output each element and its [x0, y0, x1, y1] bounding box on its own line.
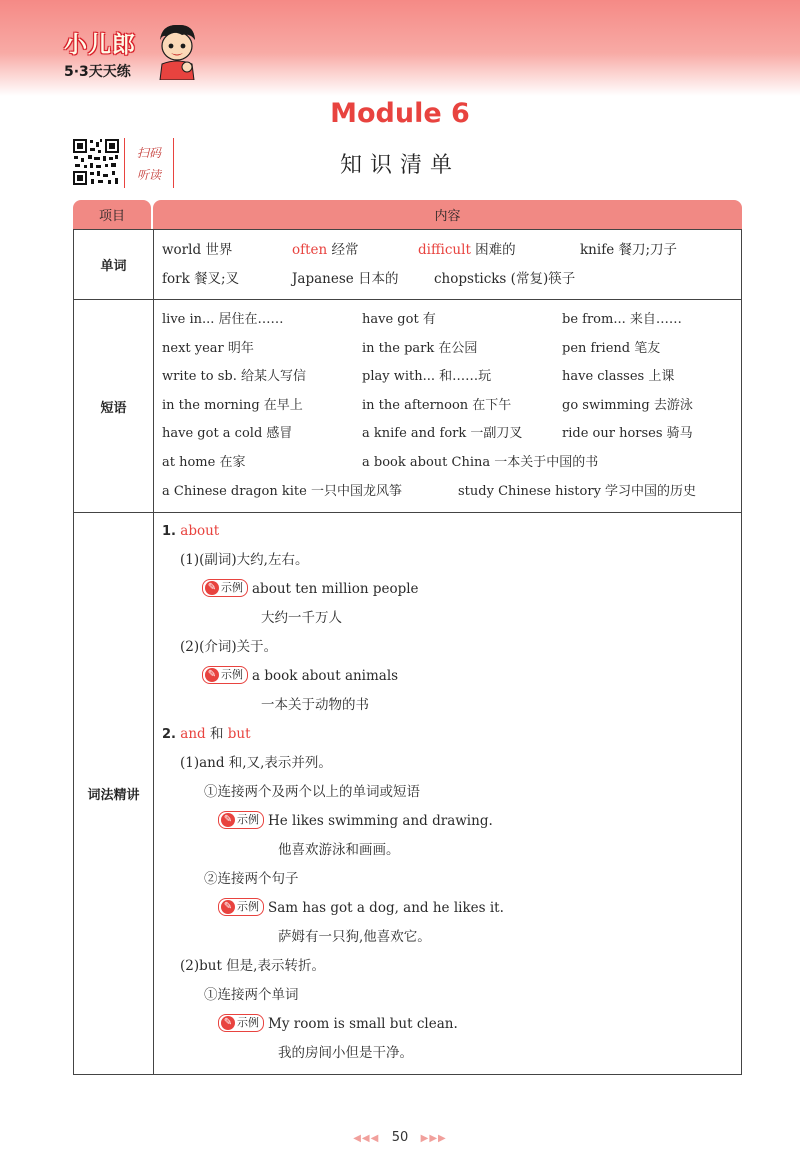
prev-arrows-icon: ◀◀◀	[353, 1133, 380, 1144]
phrase-line: write to sb. 给某人写信 play with... 和……玩 have classes 上课	[162, 369, 675, 385]
grammar-row: 词法精讲 1. about (1)(副词)大约,左右。 ✎ 示例 about ten million people 大约一千万人 (2)(介词)关于。 ✎ 示例 a book about animals 一本关于动物的书 2. and 和 but (1)and 和,又,表示并列。 ①连接两个及两个以上的单词或短语 ✎ 示例 He likes swimming and drawing. 他喜欢游泳和画画。 ②连接两个句子 ✎ 示例 Sam has got a dog, and he likes it. 萨姆有一只狗,他喜欢它。 (2)but 但是,表示转折。 ①连接两个单词 ✎ 示例 My room is small but clean. 我的房间小但是干净。	[74, 513, 742, 1075]
phrase-line: in the morning 在早上 in the afternoon 在下午 go swimming 去游泳	[162, 397, 693, 413]
vocab-row	[74, 230, 742, 300]
example-badge: ✎ 示例	[202, 579, 248, 597]
phrases-row	[74, 300, 742, 513]
example-badge: ✎ 示例	[218, 811, 264, 829]
example: ✎ 示例 about ten million people	[162, 575, 733, 604]
next-arrows-icon: ▶▶▶	[420, 1133, 447, 1144]
example-badge: ✎ 示例	[218, 1014, 264, 1032]
page-footer	[0, 1130, 800, 1145]
example: ✎ 示例 He likes swimming and drawing.	[162, 807, 733, 836]
phrase-line: have got a cold 感冒 a knife and fork 一副刀叉 ride our horses 骑马	[162, 426, 693, 442]
phrase-line: next year 明年 in the park 在公园 pen friend 笔友	[162, 340, 661, 356]
mascot-icon	[154, 22, 200, 80]
phrase-line: live in... 居住在…… have got 有 be from... 来自……	[162, 312, 682, 327]
table-header	[73, 200, 742, 229]
header-item: 项目	[73, 200, 151, 229]
phrase-line: a Chinese dragon kite 一只中国龙风筝 study Chinese history 学习中国的历史	[162, 483, 697, 499]
logo-subtitle: 5·3天天练	[64, 64, 131, 80]
grammar-point-2: 2. and 和 but	[162, 726, 251, 743]
example: ✎ 示例 a book about animals	[162, 662, 733, 691]
module-title: Module 6	[330, 98, 470, 129]
vocab-label: 单词	[74, 230, 154, 300]
header-content: 内容	[153, 200, 742, 229]
logo-title: 小儿郎	[64, 32, 136, 58]
example: ✎ 示例 Sam has got a dog, and he likes it.	[162, 894, 733, 923]
phrase-line: at home 在家 a book about China 一本关于中国的书	[162, 454, 599, 470]
grammar-label: 词法精讲	[74, 513, 154, 1075]
knowledge-table	[73, 200, 742, 1075]
scan-to-listen-label[interactable]: 扫码 听读	[124, 138, 174, 188]
example: ✎ 示例 My room is small but clean.	[162, 1010, 733, 1039]
example-badge: ✎ 示例	[218, 898, 264, 916]
vocab-line: world 世界 often 经常 difficult 困难的 knife 餐刀;刀子	[162, 242, 678, 258]
qr-code-icon[interactable]	[72, 138, 120, 186]
vocab-line: fork 餐叉;叉 Japanese 日本的 chopsticks (常复)筷子	[162, 270, 576, 287]
grammar-point-1: 1. about	[162, 523, 220, 540]
logo	[64, 26, 136, 81]
list-title: 知识清单	[339, 153, 460, 178]
page-number: 50	[391, 1130, 409, 1145]
example-badge: ✎ 示例	[202, 666, 248, 684]
phrases-label: 短语	[74, 300, 154, 513]
